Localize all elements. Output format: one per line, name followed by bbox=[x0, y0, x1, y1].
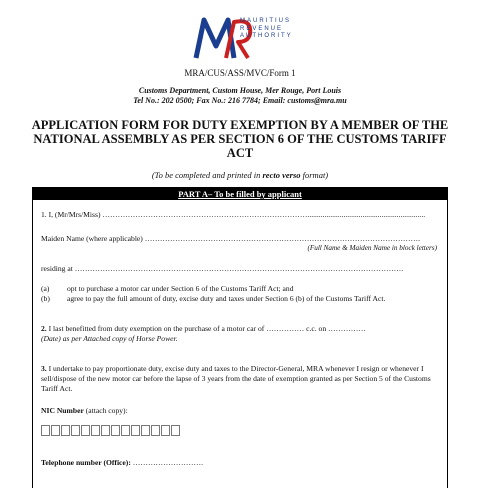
nic-digit-box[interactable] bbox=[131, 425, 140, 436]
nic-digit-box[interactable] bbox=[161, 425, 170, 436]
address-line-2: Tel No.: 202 0500; Fax No.: 216 7784; Email: customs@mra.mu bbox=[133, 96, 347, 105]
nic-digit-box[interactable] bbox=[81, 425, 90, 436]
option-b-tag: (b) bbox=[41, 294, 50, 303]
nic-digit-box[interactable] bbox=[71, 425, 80, 436]
paragraph-2-number: 2. bbox=[41, 324, 47, 333]
paragraph-3 bbox=[41, 364, 437, 394]
nic-label: NIC Number bbox=[41, 406, 84, 415]
telephone-office-label: Telephone number (Office): bbox=[41, 458, 131, 467]
nic-digit-box[interactable] bbox=[91, 425, 100, 436]
option-b-text: agree to pay the full amount of duty, excise duty and taxes under Section 6 (b) of the Customs Tariff Act. bbox=[67, 294, 386, 303]
form-reference: MRA/CUS/ASS/MVC/Form 1 bbox=[184, 68, 296, 78]
nic-digit-box[interactable] bbox=[141, 425, 150, 436]
option-a-tag: (a) bbox=[41, 284, 50, 293]
paragraph-2-text: I last benefitted from duty exemption on the purchase of a motor car of …………… c.c. on …………… bbox=[46, 324, 366, 333]
print-note bbox=[0, 170, 480, 180]
nic-digit-box[interactable] bbox=[101, 425, 110, 436]
address-line-1: Customs Department, Custom House, Mer Rouge, Port Louis bbox=[138, 86, 342, 95]
option-b bbox=[41, 294, 439, 314]
telephone-office-row[interactable] bbox=[41, 458, 437, 468]
maiden-name-field[interactable]: Maiden Name (where applicable) ………………………………………………………………………………………………. bbox=[41, 234, 421, 243]
applicant-name-field[interactable]: 1. I, (Mr/Mrs/Miss) ……………………………………………………………………….............................................................. bbox=[41, 210, 426, 219]
paragraph-3-number: 3. bbox=[41, 364, 47, 373]
paragraph-2-italic: (Date) as per Attached copy of Horse Power. bbox=[41, 334, 178, 343]
print-note-before: (To be completed and printed in bbox=[151, 170, 263, 180]
paragraph-3-text: I undertake to pay proportionate duty, excise duty and taxes to the Director-General, MRA whenever I resign or whenever I sell/dispose of the new motor car before the lapse of 3 years from the date of exemption granted as per Section 5 of the Customs Tariff Act. bbox=[41, 364, 431, 393]
nic-digit-box[interactable] bbox=[41, 425, 50, 436]
customs-address bbox=[0, 86, 480, 106]
nic-number-boxes[interactable] bbox=[41, 425, 181, 436]
nic-digit-box[interactable] bbox=[111, 425, 120, 436]
part-a-header: PART A– To be filled by applicant bbox=[33, 188, 447, 200]
nic-digit-box[interactable] bbox=[171, 425, 180, 436]
logo-wordmark bbox=[240, 18, 293, 41]
nic-label-row bbox=[41, 406, 437, 416]
nic-digit-box[interactable] bbox=[151, 425, 160, 436]
logo-line-2: REVENUE bbox=[240, 25, 284, 32]
print-note-after: format) bbox=[300, 170, 329, 180]
logo-line-1: MAURITIUS bbox=[240, 18, 291, 24]
logo-line-3: AUTHORITY bbox=[240, 33, 293, 39]
nic-digit-box[interactable] bbox=[51, 425, 60, 436]
form-title: APPLICATION FORM FOR DUTY EXEMPTION BY A MEMBER OF THE NATIONAL ASSEMBLY AS PER SECTION 6 OF THE CUSTOMS TARIFF ACT bbox=[31, 118, 449, 160]
maiden-name-note: (Full Name & Maiden Name in block letters) bbox=[307, 244, 437, 252]
residing-at-field[interactable]: residing at …………………………………………………………………………………………………………………. bbox=[41, 264, 404, 273]
option-a-text: opt to purchase a motor car under Section 6 of the Customs Tariff Act; and bbox=[67, 284, 294, 293]
paragraph-2 bbox=[41, 324, 437, 344]
nic-label-sub: (attach copy): bbox=[83, 406, 128, 415]
nic-digit-box[interactable] bbox=[121, 425, 130, 436]
telephone-office-dots[interactable]: ………………………. bbox=[130, 458, 203, 467]
nic-digit-box[interactable] bbox=[61, 425, 70, 436]
print-note-bold: recto verso bbox=[262, 170, 301, 180]
part-a-section bbox=[32, 187, 448, 488]
